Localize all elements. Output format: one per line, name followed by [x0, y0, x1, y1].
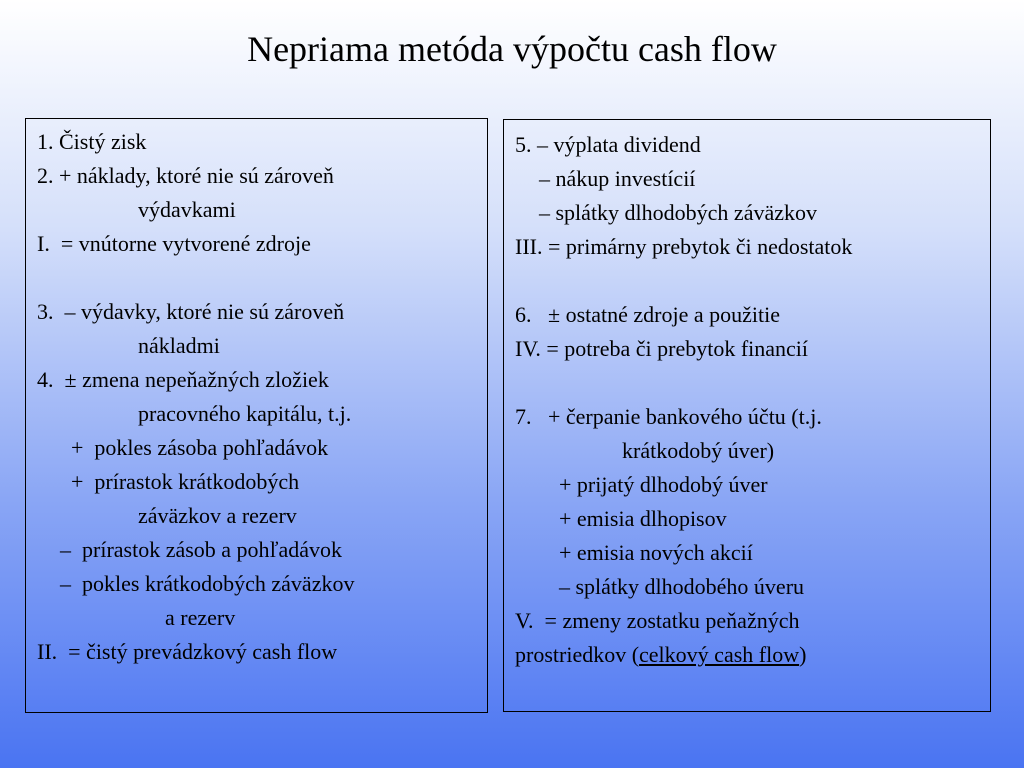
left-line-3: výdavkami [138, 197, 236, 222]
right-line-10: + emisia dlhopisov [559, 506, 727, 531]
left-line-1: 1. Čistý zisk [37, 129, 147, 154]
right-line-2: – nákup investícií [539, 166, 696, 191]
total-cash-flow-link: celkový cash flow [639, 642, 800, 667]
right-line-12: – splátky dlhodobého úveru [559, 574, 805, 599]
right-line-4: III. = primárny prebytok či nedostatok [515, 234, 853, 259]
right-spacer-2 [515, 366, 990, 400]
left-line-7: 4. ± zmena nepeňažných zložiek [37, 367, 329, 392]
right-line-14-prefix: prostriedkov ( [515, 642, 640, 667]
left-line-12: – prírastok zásob a pohľadávok [60, 537, 343, 562]
left-line-14: a rezerv [165, 605, 236, 630]
right-line-1: 5. – výplata dividend [515, 132, 701, 157]
left-line-13: – pokles krátkodobých záväzkov [60, 571, 355, 596]
right-line-13: V. = zmeny zostatku peňažných [515, 608, 800, 633]
right-text-box [503, 119, 991, 712]
left-spacer-1 [37, 261, 487, 295]
left-line-9: + pokles zásoba pohľadávok [71, 435, 329, 460]
left-line-8: pracovného kapitálu, t.j. [138, 401, 352, 426]
left-line-10: + prírastok krátkodobých [71, 469, 300, 494]
left-text-box [25, 118, 488, 713]
right-line-11: + emisia nových akcií [559, 540, 753, 565]
right-line-9: + prijatý dlhodobý úver [559, 472, 768, 497]
right-line-5: 6. ± ostatné zdroje a použitie [515, 302, 780, 327]
slide-title: Nepriama metóda výpočtu cash flow [247, 29, 777, 69]
left-line-5: 3. – výdavky, ktoré nie sú zároveň [37, 299, 345, 324]
left-line-15: II. = čistý prevádzkový cash flow [37, 639, 338, 664]
right-line-6: IV. = potreba či prebytok financií [515, 336, 809, 361]
right-line-14 [515, 638, 990, 672]
right-line-8: krátkodobý úver) [622, 438, 775, 463]
right-line-3: – splátky dlhodobých záväzkov [539, 200, 817, 225]
left-line-2: 2. + náklady, ktoré nie sú zároveň [37, 163, 334, 188]
left-line-4: I. = vnútorne vytvorené zdroje [37, 231, 311, 256]
left-line-6: nákladmi [138, 333, 220, 358]
right-line-14-suffix: ) [799, 642, 807, 667]
right-line-7: 7. + čerpanie bankového účtu (t.j. [515, 404, 822, 429]
left-line-11: záväzkov a rezerv [138, 503, 297, 528]
right-spacer-1 [515, 264, 990, 298]
